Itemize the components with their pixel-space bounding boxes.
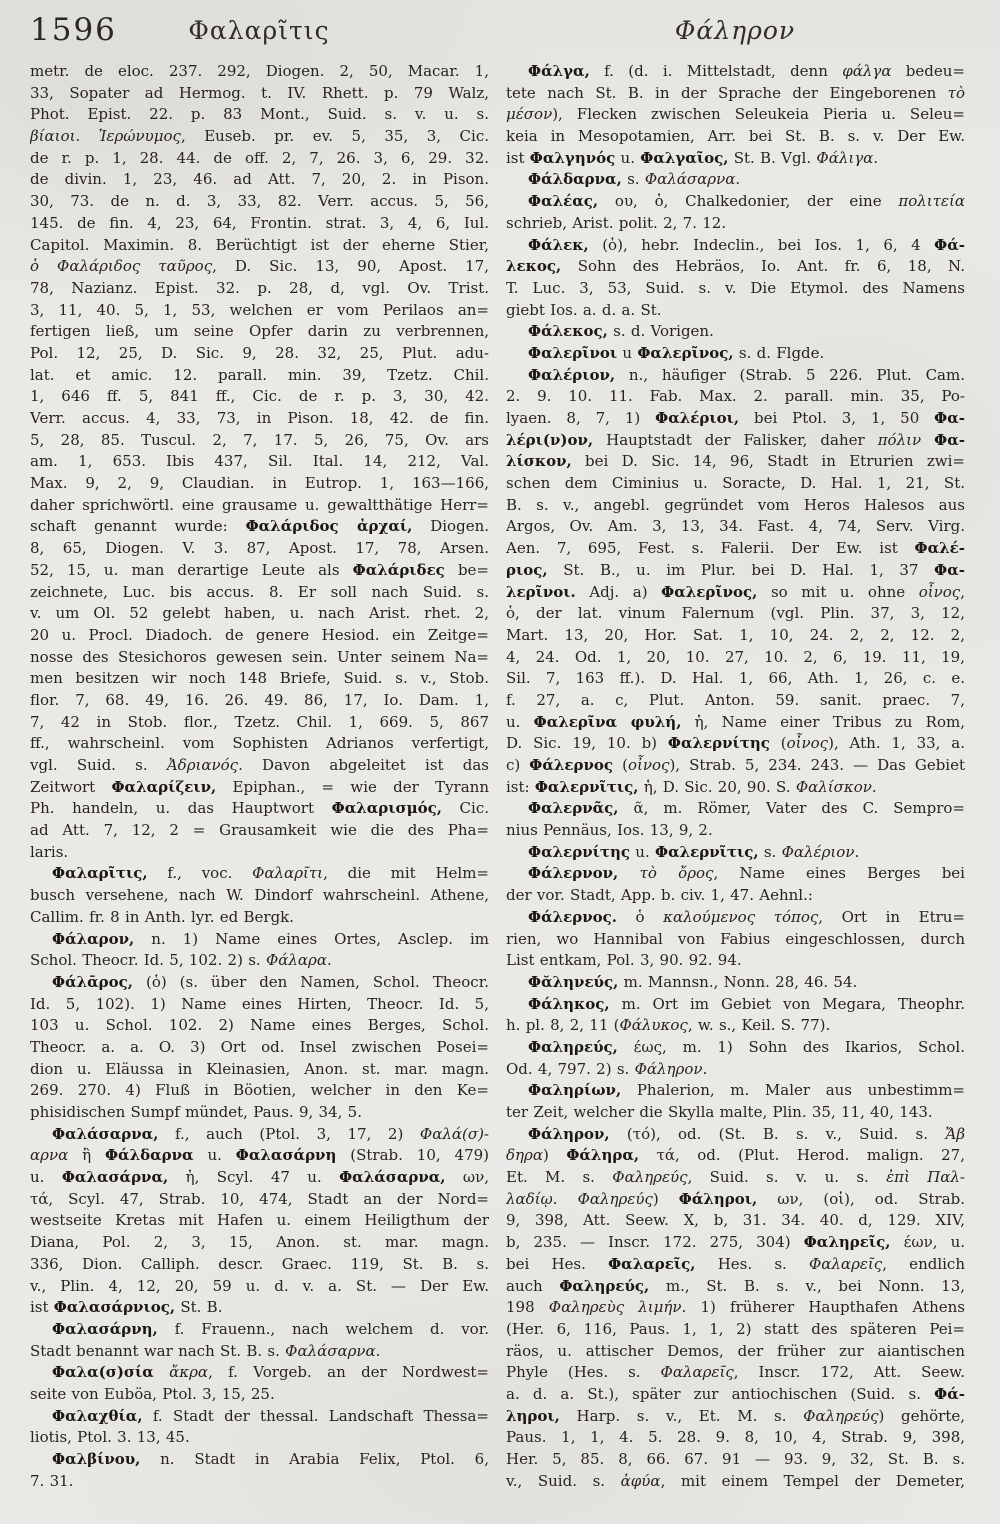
text-line: lyaen. 8, 7, 1) Φαλέριοι, bei Ptol. 3, 1, 50 Φα- (506, 409, 965, 427)
text-line: 8, 65, Diogen. V. 3. 87, Apost. 17, 78, Arsen. (30, 539, 489, 558)
text-line: fertigen ließ, um seine Opfer darin zu verbrennen, (30, 322, 489, 341)
text-line: schaft genannt wurde: Φαλάριδος ἀρχαί, Diogen. (30, 517, 489, 536)
entry-paragraph (506, 235, 965, 322)
text-line: ριος, St. B., u. im Plur. bei D. Hal. 1, 37 Φα- (506, 560, 965, 579)
text-line: 4, 24. Od. 1, 20, 10. 27, 10. 2, 6, 19. 11, 19, (506, 647, 965, 666)
text-line: busch versehene, nach W. Dindorf wahrscheinl. Athene, (30, 886, 489, 905)
text-line: 33, Sopater ad Hermog. t. IV. Rhett. p. 79 Walz, (30, 83, 489, 102)
text-line: Phot. Epist. 22. p. 83 Mont., Suid. s. v. u. s. (30, 105, 489, 124)
text-line: 145. de fin. 4, 23, 64, Frontin. strat. 3, 4, 6, Iul. (30, 213, 489, 232)
entry-paragraph (506, 798, 965, 841)
text-line: Φαλαχθία, f. Stadt der thessal. Landschaft Thessa= (52, 1406, 489, 1425)
text-line: (Her. 6, 116, Paus. 1, 1, 2) statt des späteren Pei= (506, 1319, 965, 1338)
entry-paragraph (30, 1319, 489, 1362)
text-line: 20 u. Procl. Diadoch. de genere Hesiod. ein Zeitge= (30, 625, 489, 644)
text-line: rien, wo Hannibal von Fabius eingeschlossen, durch (506, 929, 965, 948)
text-line: τά, Scyl. 47, Strab. 10, 474, Stadt an der Nord= (30, 1189, 489, 1208)
text-line: B. s. v., angebl. gegründet vom Heros Halesos aus (506, 495, 965, 514)
text-line: ist: Φαλερνῖτις, ἡ, D. Sic. 20, 90. S. Φαλίσκον. (506, 777, 877, 796)
entry-paragraph (506, 863, 965, 906)
entry-paragraph (506, 365, 965, 799)
text-line: Φαληρεύς, έως, m. 1) Sohn des Ikarios, Schol. (528, 1037, 965, 1056)
text-line: ὁ Φαλάριδος ταῦρος, D. Sic. 13, 90, Apost. 17, (30, 257, 489, 276)
text-line: laris. (30, 842, 69, 861)
entry-paragraph (30, 972, 489, 1124)
entry-paragraph (30, 1449, 489, 1492)
text-line: f. 27, a. c, Plut. Anton. 59. sanit. praec. 7, (506, 690, 965, 709)
text-line: Mart. 13, 20, Hor. Sat. 1, 10, 24. 2, 2, 12. 2, (506, 625, 965, 644)
text-columns (30, 61, 965, 1492)
text-line: D. Sic. 19, 10. b) Φαλερνίτης (οἶνος), Ath. 1, 33, a. (506, 734, 965, 753)
text-line: nius Pennäus, Ios. 13, 9, 2. (506, 821, 713, 840)
text-line: c) Φάλερνος (οἶνος), Strab. 5, 234. 243. — Das Gebiet (506, 756, 965, 774)
text-line: Φάλγα, f. (d. i. Mittelstadt, denn φάλγα bedeu= (528, 62, 965, 80)
text-line: Φάλερνον, τὸ ὄρος, Name eines Berges bei (528, 864, 965, 883)
text-line: Φᾰληνεύς, m. Mannsn., Nonn. 28, 46. 54. (528, 972, 858, 991)
text-line: Paus. 1, 1, 4. 5. 28. 9. 8, 10, 4, Strab. 9, 398, (506, 1428, 965, 1447)
text-line: 3, 11, 40. 5, 1, 53, welchen er vom Perilaos an= (30, 300, 489, 319)
text-line: v., Suid. s. ἀφύα, mit einem Tempel der Demeter, (506, 1471, 965, 1490)
text-line: men besitzen wir noch 148 Briefe, Suid. s. v., Stob. (30, 669, 489, 688)
text-line: Φαλερνίτης u. Φαλερνῖτις, s. Φαλέριον. (528, 842, 860, 861)
text-line: Aen. 7, 695, Fest. s. Falerii. Der Ew. ist Φαλέ- (506, 539, 965, 558)
text-line: Argos, Ov. Am. 3, 13, 34. Fast. 4, 74, Serv. Virg. (506, 517, 965, 536)
text-line: λεκος, Sohn des Hebräos, Io. Ant. fr. 6, 18, N. (506, 257, 965, 276)
text-line: h. pl. 8, 2, 11 (Φάλυκος, w. s., Keil. S. 77). (506, 1016, 831, 1035)
text-line: Φάλᾱρος, (ὁ) (s. über den Namen, Schol. Theocr. (52, 972, 489, 991)
text-line: Capitol. Maximin. 8. Berüchtigt ist der eherne Stier, (30, 235, 489, 254)
text-line: ist Φαλασάρνιος, St. B. (30, 1298, 223, 1317)
text-line: u. Φαλερῖνα φυλή, ἡ, Name einer Tribus zu Rom, (506, 712, 965, 731)
entry-paragraph (506, 1037, 965, 1080)
text-line: de r. p. 1, 28. 44. de off. 2, 7, 26. 3, 6, 29. 32. (30, 148, 489, 167)
entry-paragraph (506, 1124, 965, 1493)
text-line: metr. de eloc. 237. 292, Diogen. 2, 50, Macar. 1, (30, 62, 489, 80)
entry-paragraph (506, 61, 965, 169)
entry-paragraph (30, 61, 489, 863)
text-line: 7, 42 in Stob. flor., Tzetz. Chil. 1, 669. 5, 867 (30, 712, 489, 731)
text-line: Φάλερνος. ὁ καλούμενος τόπος, Ort in Etru= (528, 907, 965, 926)
text-line: daher sprichwörtl. eine grausame u. gewaltthätige Herr= (30, 495, 489, 514)
text-line: 78, Nazianz. Epist. 32. p. 28, d, vgl. Ov. Trist. (30, 278, 489, 297)
text-line: Callim. fr. 8 in Anth. lyr. ed Bergk. (30, 907, 295, 926)
text-line: tete nach St. B. in der Sprache der Eingeborenen τὸ (506, 83, 965, 102)
text-line: 7. 31. (30, 1471, 74, 1490)
entry-paragraph (506, 191, 965, 234)
text-line: Theocr. a. a. O. 3) Ort od. Insel zwischen Posei= (30, 1037, 489, 1056)
text-line: ff., wahrscheinl. vom Sophisten Adrianos verfertigt, (30, 734, 489, 753)
text-line: Φαλα(σ)σία ἄκρα, f. Vorgeb. an der Nordwest= (52, 1363, 489, 1382)
text-line: Φαλάσαρνα, f., auch (Ptol. 3, 17, 2) Φαλά(σ)- (52, 1124, 489, 1143)
text-line: λίσκον, bei D. Sic. 14, 96, Stadt in Etrurien zwi= (506, 452, 965, 471)
text-line: Id. 5, 102). 1) Name eines Hirten, Theocr. Id. 5, (30, 994, 489, 1013)
text-line: Φαλαρῖτις, f., voc. Φαλαρῖτι, die mit Helm= (52, 864, 489, 883)
entry-paragraph (506, 169, 965, 191)
text-line: Pol. 12, 25, D. Sic. 9, 28. 32, 25, Plut. adu- (30, 343, 489, 362)
text-line: Et. M. s. Φαληρεύς, Suid. s. v. u. s. ἐπὶ Παλ- (506, 1168, 965, 1187)
entry-paragraph (506, 343, 965, 365)
text-line: 52, 15, u. man derartige Leute als Φαλάριδες be= (30, 560, 489, 579)
text-line: dion u. Eläussa in Kleinasien, Anon. st. mar. magn. (30, 1059, 489, 1078)
text-line: δηρα) Φάληρα, τά, od. (Plut. Herod. malign. 27, (506, 1146, 965, 1165)
entry-paragraph (506, 994, 965, 1037)
text-line: giebt Ios. a. d. a. St. (506, 300, 662, 319)
text-line: der vor. Stadt, App. b. civ. 1, 47. Aehnl.: (506, 886, 813, 905)
entry-paragraph (30, 1362, 489, 1405)
text-line: Sil. 7, 163 ff.). D. Hal. 1, 66, Ath. 1, 26, c. e. (506, 669, 965, 688)
text-line: 336, Dion. Calliph. descr. Graec. 119, St. B. s. (30, 1254, 489, 1273)
text-line: Φάλδαρνα, s. Φαλάσαρνα. (528, 170, 741, 189)
text-line: Zeitwort Φαλαρίζειν, Epiphan., = wie der Tyrann (30, 777, 489, 796)
text-line: Φαλέριον, n., häufiger (Strab. 5 226. Plut. Cam. (528, 365, 965, 384)
text-line: liotis, Ptol. 3. 13, 45. (30, 1428, 190, 1447)
entry-paragraph (30, 1124, 489, 1319)
text-line: Φάληκος, m. Ort im Gebiet von Megara, Theophr. (528, 994, 965, 1013)
text-line: 198 Φαληρεὺς λιμήν. 1) früherer Haupthafen Athens (506, 1298, 965, 1317)
entry-paragraph (30, 863, 489, 928)
entry-paragraph (506, 907, 965, 972)
text-line: am. 1, 653. Ibis 437, Sil. Ital. 14, 212, Val. (30, 452, 489, 471)
text-line: 30, 73. de n. d. 3, 33, 82. Verr. accus. 5, 56, (30, 192, 489, 211)
text-line: Φαλερῖνοι u Φαλερῖνος, s. d. Flgde. (528, 343, 825, 362)
text-line: Diana, Pol. 2, 3, 15, Anon. st. mar. magn. (30, 1233, 489, 1252)
text-line: flor. 7, 68. 49, 16. 26. 49. 86, 17, Io. Dam. 1, (30, 690, 489, 709)
text-line: Verr. accus. 4, 33, 73, in Pison. 18, 42. de fin. (30, 409, 489, 427)
text-line: lat. et amic. 12. parall. min. 39, Tzetz. Chil. (30, 365, 489, 384)
entry-paragraph (506, 842, 965, 864)
text-line: Φαληρίων, Phalerion, m. Maler aus unbestimm= (528, 1081, 965, 1100)
text-line: schrieb, Arist. polit. 2, 7. 12. (506, 213, 727, 232)
text-line: räos, u. attischer Demos, der früher zur aiantischen (506, 1341, 965, 1360)
text-line: 103 u. Schol. 102. 2) Name eines Berges, Schol. (30, 1016, 489, 1035)
text-line: μέσον), Flecken zwischen Seleukeia Pieria u. Seleu= (506, 105, 965, 124)
entry-paragraph (506, 972, 965, 994)
text-line: Φάληρον, (τό), od. (St. B. s. v., Suid. s. Ἄβ (528, 1124, 965, 1143)
page-number: 1596 (30, 12, 117, 48)
text-line: Φαλερνᾶς, ᾶ, m. Römer, Vater des C. Sempro= (528, 799, 965, 818)
text-line: a. d. a. St.), später zur antiochischen (Suid. s. Φά- (506, 1384, 965, 1403)
running-head-right: Φάληρον (674, 16, 796, 45)
text-line: phisidischen Sumpf mündet, Paus. 9, 34, 5. (30, 1103, 362, 1121)
entry-paragraph (506, 321, 965, 343)
text-line: ὁ, der lat. vinum Falernum (vgl. Plin. 37, 3, 12, (506, 604, 965, 623)
text-line: Ph. handeln, u. das Hauptwort Φαλαρισμός, Cic. (30, 799, 489, 818)
text-line: bei Hes. Φαλαρεῖς, Hes. s. Φαλαρεῖς, endlich (506, 1254, 965, 1273)
text-line: ληροι, Harp. s. v., Et. M. s. Φαληρεύς) gehörte, (506, 1406, 965, 1425)
text-line: v., Plin. 4, 12, 20, 59 u. d. v. a. St. — Der Ew. (30, 1276, 489, 1295)
entry-paragraph (30, 929, 489, 972)
text-line: Φαλασάρνη, f. Frauenn., nach welchem d. vor. (52, 1319, 489, 1338)
text-line: westseite Kretas mit Hafen u. einem Heiligthum der (30, 1211, 489, 1230)
text-line: Her. 5, 85. 8, 66. 67. 91 — 93. 9, 32, St. B. s. (506, 1450, 965, 1468)
text-line: b, 235. — Inscr. 172. 275, 304) Φαληρεῖς, έων, u. (506, 1233, 965, 1252)
text-line: List entkam, Pol. 3, 90. 92. 94. (506, 951, 742, 970)
text-line: ter Zeit, welcher die Skylla malte, Plin. 35, 11, 40, 143. (506, 1103, 933, 1121)
text-line: λερῖνοι. Adj. a) Φαλερῖνος, so mit u. ohne οἶνος, (506, 582, 965, 601)
text-line: 5, 28, 85. Tuscul. 2, 7, 17. 5, 26, 75, Ov. ars (30, 430, 489, 449)
entry-paragraph (506, 1080, 965, 1123)
text-line: αρνα ἢ Φάλδαρνα u. Φαλασάρνη (Strab. 10, 479) (30, 1146, 489, 1165)
text-line: 1, 646 ff. 5, 841 ff., Cic. de r. p. 3, 30, 42. (30, 387, 489, 406)
text-line: 9, 398, Att. Seew. X, b, 31. 34. 40. d, 129. XIV, (506, 1211, 965, 1230)
text-line: auch Φαληρεύς, m., St. B. s. v., bei Nonn. 13, (506, 1276, 965, 1295)
text-line: Stadt benannt war nach St. B. s. Φαλάσαρνα. (30, 1341, 381, 1360)
text-line: Φάλαρον, n. 1) Name eines Ortes, Asclep. im (52, 929, 489, 948)
text-line: Phyle (Hes. s. Φαλαρεῖς, Inscr. 172, Att. Seew. (506, 1363, 965, 1382)
text-line: de divin. 1, 23, 46. ad Att. 7, 20, 2. in Pison. (30, 170, 489, 189)
text-line: 2. 9. 10. 11. Fab. Max. 2. parall. min. 35, Po- (506, 387, 965, 406)
text-line: schen dem Ciminius u. Soracte, D. Hal. 1, 21, St. (506, 474, 965, 493)
text-line: 269. 270. 4) Fluß in Böotien, welcher in den Ke= (30, 1081, 489, 1100)
text-line: u. Φαλασάρνα, ἡ, Scyl. 47 u. Φαλάσαρνα, ων, (30, 1168, 489, 1187)
running-head-left: Φαλαρῖτις (188, 16, 330, 45)
text-line: Φαλέας, ου, ὁ, Chalkedonier, der eine πολιτεία (528, 192, 965, 211)
text-line: Φάλεκ, (ὁ), hebr. Indeclin., bei Ios. 1, 6, 4 Φά- (528, 235, 965, 254)
text-line: v. um Ol. 52 gelebt haben, u. nach Arist. rhet. 2, (30, 604, 489, 623)
text-line: zeichnete, Luc. bis accus. 8. Er soll nach Suid. s. (30, 582, 489, 601)
text-line: Max. 9, 2, 9, Claudian. in Eutrop. 1, 163—166, (30, 474, 489, 493)
left-column-text (30, 61, 489, 1492)
text-line: Od. 4, 797. 2) s. Φάληρον. (506, 1059, 708, 1078)
text-line: seite von Euböa, Ptol. 3, 15, 25. (30, 1384, 275, 1403)
text-line: ad Att. 7, 12, 2 = Grausamkeit wie die des Pha= (30, 821, 489, 840)
text-line: λέρι(ν)ον, Hauptstadt der Falisker, daher πόλιν Φα- (506, 430, 965, 449)
entry-paragraph (30, 1406, 489, 1449)
text-line: λαδίῳ. Φαληρεύς) Φάληροι, ων, (οἱ), od. Strab. (506, 1189, 965, 1208)
right-column-text (506, 61, 965, 1492)
text-line: keia in Mesopotamien, Arr. bei St. B. s. v. Der Ew. (506, 127, 965, 146)
text-line: Φαλβίνου, n. Stadt in Arabia Felix, Ptol. 6, (52, 1450, 489, 1468)
text-line: T. Luc. 3, 53, Suid. s. v. Die Etymol. des Namens (506, 278, 965, 297)
text-line: Schol. Theocr. Id. 5, 102. 2) s. Φάλαρα. (30, 951, 332, 970)
text-line: ist Φαλγηνός u. Φαλγαῖος, St. B. Vgl. Φάλιγα. (506, 148, 879, 167)
text-line: βίαιοι. Ἱερώνυμος, Euseb. pr. ev. 5, 35, 3, Cic. (30, 127, 489, 146)
text-line: vgl. Suid. s. Ἀδριανός. Davon abgeleitet ist das (30, 756, 489, 774)
text-line: Φάλεκος, s. d. Vorigen. (528, 322, 714, 341)
text-line: nosse des Stesichoros gewesen sein. Unter seinem Na= (30, 647, 489, 666)
